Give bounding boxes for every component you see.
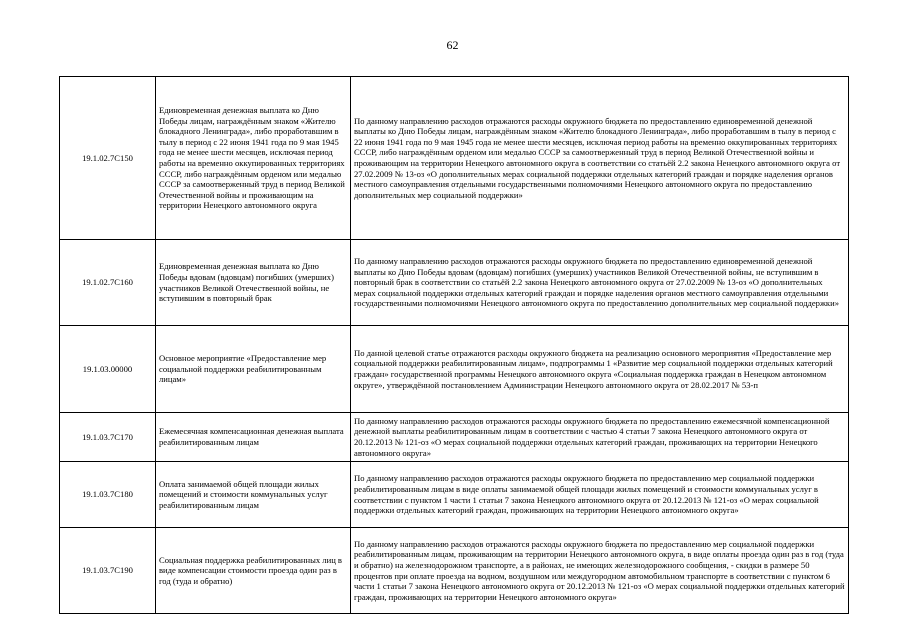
row-description: По данной целевой статье отражаются расходы окружного бюджета на реализацию основного мероприятия «Предоставление мер социальной поддержки реабилитированным лицам», подпрограммы 1 «Развитие мер социальной поддержки отдельных категорий граждан» государственной программы Ненецкого автономного округа «Социальная поддержка граждан в Ненецком автономном округе», утверждённой постановлением Администрации Ненецкого автономного округа от 28.02.2017 № 53-п bbox=[351, 326, 849, 413]
row-code: 19.1.03.00000 bbox=[60, 326, 156, 413]
row-code: 19.1.02.7С160 bbox=[60, 240, 156, 326]
budget-classification-table bbox=[59, 76, 849, 614]
page-number: 62 bbox=[446, 38, 459, 52]
table-row bbox=[60, 326, 849, 413]
row-name: Единовременная денежная выплата ко Дню Победы лицам, награждённым знаком «Жителю блокадного Ленинграда», либо проработавшим в тылу в период с 22 июня 1941 года по 9 мая 1945 года не менее шести месяцев, исключая период работы на временно оккупированных территориях СССР, либо награждённым орденом или медалью СССР за самоотверженный труд в период Великой Отечественной войны и проживающим на территории Ненецкого автономного округа bbox=[156, 77, 351, 240]
table-row bbox=[60, 462, 849, 528]
row-name: Социальная поддержка реабилитированных лиц в виде компенсации стоимости проезда один раз в год (туда и обратно) bbox=[156, 528, 351, 614]
row-code: 19.1.02.7С150 bbox=[60, 77, 156, 240]
row-description: По данному направлению расходов отражаются расходы окружного бюджета по предоставлению мер социальной поддержки реабилитированным лицам в виде оплаты занимаемой общей площади жилых помещений и стоимости коммунальных услуг в соответствии с пунктом 1 части 1 статьи 7 закона Ненецкого автономного округа от 20.12.2013 № 121-оз «О мерах социальной поддержки отдельных категорий граждан, проживающих на территории Ненецкого автономного округа» bbox=[351, 462, 849, 528]
row-description: По данному направлению расходов отражаются расходы окружного бюджета по предоставлению ежемесячной компенсационной денежной выплаты реабилитированным лицам в соответствии с частью 4 статьи 7 закона Ненецкого автономного округа от 20.12.2013 № 121-оз «О мерах социальной поддержки отдельных категорий граждан, проживающих на территории Ненецкого автономного округа» bbox=[351, 413, 849, 462]
row-name: Ежемесячная компенсационная денежная выплата реабилитированным лицам bbox=[156, 413, 351, 462]
row-description: По данному направлению расходов отражаются расходы окружного бюджета по предоставлению мер социальной поддержки реабилитированным лицам, проживающим на территории Ненецкого автономного округа, в виде оплаты проезда один раз в год (туда и обратно) на железнодорожном транспорте, а в районах, не имеющих железнодорожного сообщения, - скидки в размере 50 процентов при оплате проезда на водном, воздушном или междугородном автомобильном транспорте в соответствии с пунктом 6 части 1 статьи 7 закона Ненецкого автономного округа от 20.12.2013 № 121-оз «О мерах социальной поддержки отдельных категорий граждан, проживающих на территории Ненецкого автономного округа» bbox=[351, 528, 849, 614]
row-code: 19.1.03.7С170 bbox=[60, 413, 156, 462]
row-code: 19.1.03.7С180 bbox=[60, 462, 156, 528]
row-code: 19.1.03.7С190 bbox=[60, 528, 156, 614]
row-name: Оплата занимаемой общей площади жилых помещений и стоимости коммунальных услуг реабилитированным лицам bbox=[156, 462, 351, 528]
row-name: Единовременная денежная выплата ко Дню Победы вдовам (вдовцам) погибших (умерших) участников Великой Отечественной войны, не вступившим в повторный брак bbox=[156, 240, 351, 326]
row-description: По данному направлению расходов отражаются расходы окружного бюджета по предоставлению единовременной денежной выплаты ко Дню Победы лицам, награждённым знаком «Жителю блокадного Ленинграда», либо проработавшим в тылу в период с 22 июня 1941 года по 9 мая 1945 года не менее шести месяцев, исключая период работы на временно оккупированных территориях СССР, либо награждённым орденом или медалью СССР за самоотверженный труд в период Великой Отечественной войны и проживающим на территории Ненецкого автономного округа в соответствии со статьёй 2.2 закона Ненецкого автономного округа от 27.02.2009 № 13-оз «О дополнительных мерах социальной поддержки отдельных категорий граждан и порядке наделения органов местного самоуправления отдельными государственными полномочиями Ненецкого автономного округа по предоставлению дополнительных мер социальной поддержки» bbox=[351, 77, 849, 240]
table-row bbox=[60, 240, 849, 326]
row-description: По данному направлению расходов отражаются расходы окружного бюджета по предоставлению единовременной денежной выплаты ко Дню Победы вдовам (вдовцам) погибших (умерших) участников Великой Отечественной войны, не вступившим в повторный брак в соответствии со статьёй 2.2 закона Ненецкого автономного округа от 27.02.2009 № 13-оз «О дополнительных мерах социальной поддержки отдельных категорий граждан и порядке наделения органов местного самоуправления отдельными государственными полномочиями Ненецкого автономного округа по предоставлению дополнительных мер социальной поддержки» bbox=[351, 240, 849, 326]
table-row bbox=[60, 413, 849, 462]
table-row bbox=[60, 528, 849, 614]
table-row bbox=[60, 77, 849, 240]
row-name: Основное мероприятие «Предоставление мер социальной поддержки реабилитированным лицам» bbox=[156, 326, 351, 413]
